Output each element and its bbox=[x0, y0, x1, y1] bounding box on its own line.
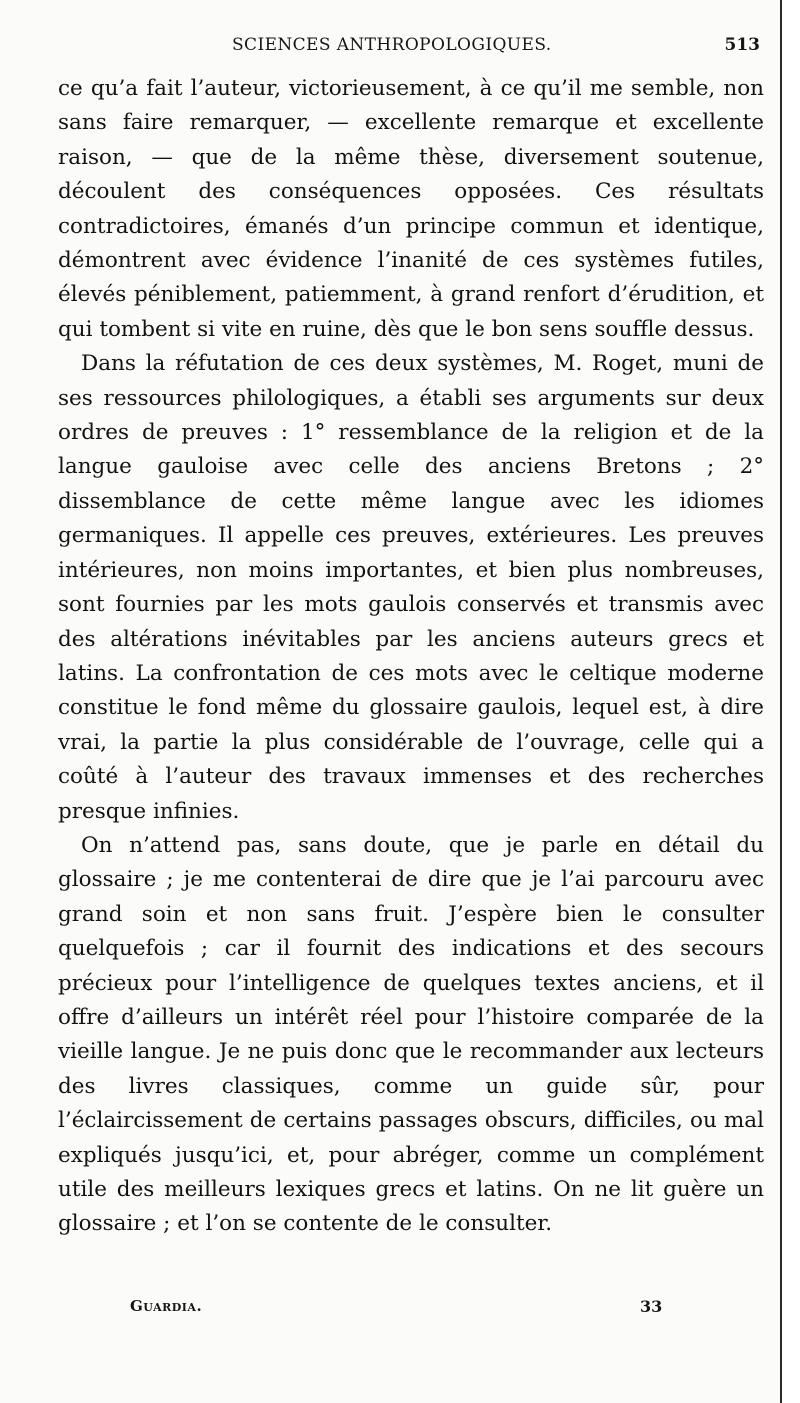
paragraph-2: Dans la réfutation de ces deux systèmes, M. Roget, muni de ses ressources philologiques, a établi ses arguments sur deux ordres de preuves : 1° ressemblance de la religion et de la langue gauloise avec celle des anciens Bretons ; 2° dissemblance de cette même langue avec les idiomes germaniques. Il appelle ces preuves, extérieures. Les preuves intérieures, non moins importantes, et bien plus nombreuses, sont fournies par les mots gaulois conservés et transmis avec des altérations inévitables par les anciens auteurs grecs et latins. La confrontation de ces mots avec le celtique moderne constitue le fond même du glossaire gaulois, lequel est, à dire vrai, la partie la plus considérable de l’ouvrage, celle qui a coûté à l’auteur des travaux immenses et des recherches presque infinies. bbox=[58, 351, 764, 824]
signature-mark: 33 bbox=[640, 1297, 663, 1316]
page-header bbox=[60, 33, 770, 61]
body-text bbox=[58, 72, 764, 1242]
printer-signature: Guardia. bbox=[130, 1297, 203, 1315]
page-footer bbox=[130, 1297, 690, 1325]
page-number: 513 bbox=[724, 35, 760, 55]
paragraph-1: ce qu’a fait l’auteur, victorieusement, à ce qu’il me semble, non sans faire remarquer, — excellente remarque et excellente raison, — que de la même thèse, diversement soutenue, découlent des conséquences opposées. Ces résultats contradictoires, émanés d’un principe commun et identique, démontrent avec évidence l’inanité de ces systèmes futiles, élevés péniblement, patiemment, à grand renfort d’érudition, et qui tombent si vite en ruine, dès que le bon sens souffle dessus. bbox=[58, 76, 764, 342]
paragraph-3: On n’attend pas, sans doute, que je parle en détail du glossaire ; je me contenterai de dire que je l’ai parcouru avec grand soin et non sans fruit. J’espère bien le consulter quelquefois ; car il fournit des indications et des secours précieux pour l’intelligence de quelques textes anciens, et il offre d’ailleurs un intérêt réel pour l’histoire comparée de la vieille langue. Je ne puis donc que le recommander aux lecteurs des livres classiques, comme un guide sûr, pour l’éclaircissement de certains passages obscurs, difficiles, ou mal expliqués jusqu’ici, et, pour abréger, comme un complément utile des meilleurs lexiques grecs et latins. On ne lit guère un glossaire ; et l’on se contente de le consulter. bbox=[58, 832, 764, 1237]
running-head: SCIENCES ANTHROPOLOGIQUES. bbox=[232, 35, 552, 55]
